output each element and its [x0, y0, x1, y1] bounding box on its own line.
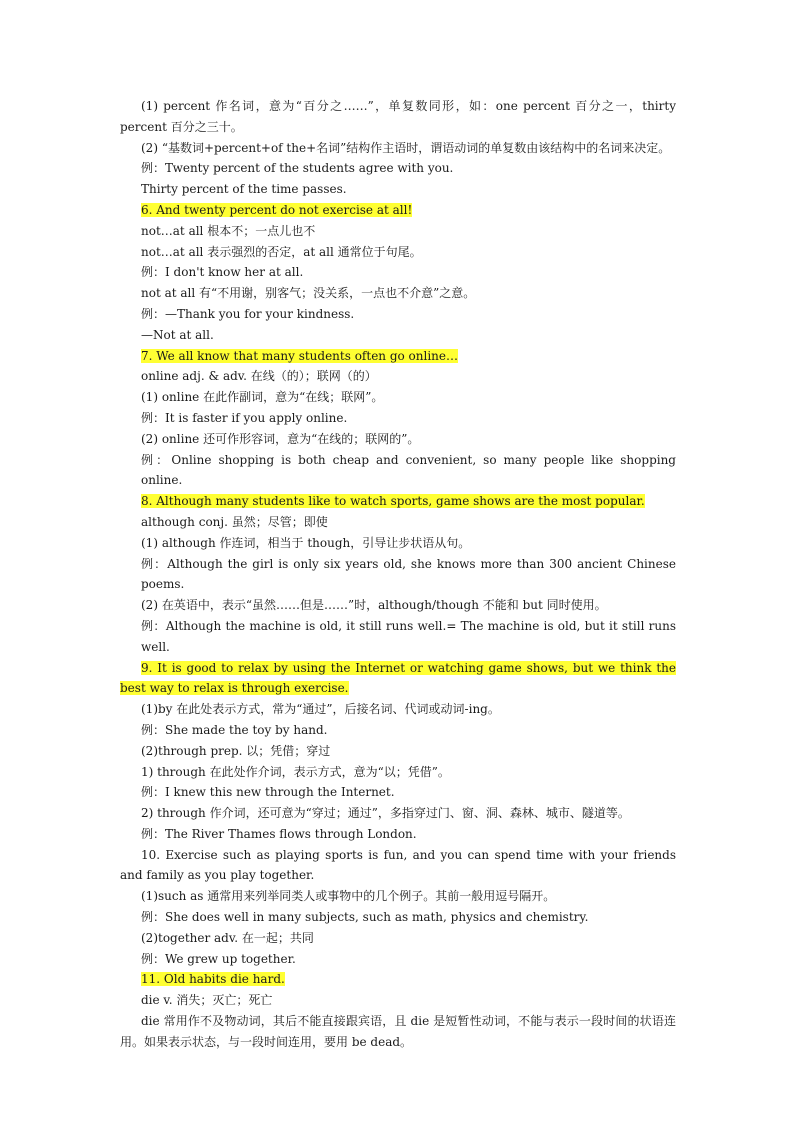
- line-text: 2) through 作介词，还可意为“穿过；通过”，多指穿过门、窗、洞、森林、城市、隧道等。: [141, 806, 630, 821]
- text-line: [120, 325, 676, 346]
- text-line: [120, 366, 676, 387]
- text-line: [120, 283, 676, 304]
- line-text: Thirty percent of the time passes.: [141, 182, 347, 197]
- line-text: 10. Exercise such as playing sports is fun, and you can spend time with your friends and family as you play together.: [120, 847, 676, 883]
- text-line: [120, 221, 676, 242]
- line-text: (1) percent 作名词，意为“百分之……”，单复数同形，如：one percent 百分之一，thirty percent 百分之三十。: [120, 99, 676, 134]
- line-text: 例：We grew up together.: [141, 951, 296, 966]
- line-text: not…at all 根本不；一点儿也不: [141, 223, 316, 238]
- text-line: [120, 1011, 676, 1053]
- highlighted-sentence: [120, 200, 676, 221]
- text-line: [120, 179, 676, 200]
- line-text: 11. Old habits die hard.: [141, 972, 285, 987]
- text-line: [120, 533, 676, 554]
- text-line: [120, 720, 676, 741]
- line-text: 例：Although the girl is only six years old, she knows more than 300 ancient Chinese poems.: [141, 556, 676, 592]
- line-text: (1) although 作连词，相当于 though，引导让步状语从句。: [141, 535, 471, 550]
- text-line: [120, 907, 676, 928]
- text-line: [120, 699, 676, 720]
- line-text: 7. We all know that many students often go online…: [141, 348, 459, 363]
- line-text: die 常用作不及物动词，其后不能直接跟宾语，且 die 是短暂性动词，不能与表示一段时间的状语连用。如果表示状态，与一段时间连用，要用 be dead。: [120, 1014, 676, 1049]
- text-line: [120, 803, 676, 824]
- text-line: [120, 96, 676, 138]
- text-line: [120, 762, 676, 783]
- line-text: (1)by 在此处表示方式，常为“通过”，后接名词、代词或动词-ing。: [141, 702, 500, 717]
- text-line: [120, 886, 676, 907]
- text-line: [120, 158, 676, 179]
- line-text: 例：She made the toy by hand.: [141, 722, 328, 737]
- line-text: (2)through prep. 以；凭借；穿过: [141, 743, 331, 758]
- text-line: [120, 262, 676, 283]
- line-text: —Not at all.: [141, 327, 214, 342]
- text-line: [120, 845, 676, 887]
- line-text: (2) “基数词+percent+of the+名词”结构作主语时，谓语动词的单复数由该结构中的名词来决定。: [141, 140, 671, 155]
- text-line: [120, 450, 676, 492]
- line-text: 例：She does well in many subjects, such as math, physics and chemistry.: [141, 910, 589, 925]
- text-line: [120, 782, 676, 803]
- text-line: [120, 408, 676, 429]
- line-text: 例：Twenty percent of the students agree with you.: [141, 161, 454, 176]
- text-line: [120, 387, 676, 408]
- text-line: [120, 242, 676, 263]
- text-line: [120, 928, 676, 949]
- line-text: (2) 在英语中，表示“虽然……但是……”时，although/though 不能和 but 同时使用。: [141, 598, 607, 613]
- line-text: 例：Although the machine is old, it still runs well.= The machine is old, but it still runs well.: [141, 618, 676, 654]
- text-line: [120, 138, 676, 159]
- line-text: (1) online 在此作副词，意为“在线；联网”。: [141, 390, 384, 405]
- highlighted-sentence: [120, 491, 676, 512]
- highlighted-sentence: [120, 346, 676, 367]
- line-text: although conj. 虽然；尽管；即使: [141, 514, 328, 529]
- document-body: [120, 96, 676, 1053]
- text-line: [120, 595, 676, 616]
- line-text: (2) online 还可作形容词，意为“在线的；联网的”。: [141, 431, 420, 446]
- text-line: [120, 616, 676, 658]
- line-text: (2)together adv. 在一起；共同: [141, 930, 314, 945]
- line-text: 例：Online shopping is both cheap and convenient, so many people like shopping online.: [141, 452, 676, 488]
- line-text: (1)such as 通常用来列举同类人或事物中的几个例子。其前一般用逗号隔开。: [141, 889, 556, 904]
- line-text: die v. 消失；灭亡；死亡: [141, 993, 273, 1008]
- line-text: 例：I don't know her at all.: [141, 265, 304, 280]
- line-text: online adj. & adv. 在线（的）；联网（的）: [141, 369, 377, 384]
- line-text: 8. Although many students like to watch sports, game shows are the most popular.: [141, 494, 645, 509]
- line-text: 例：It is faster if you apply online.: [141, 410, 348, 425]
- text-line: [120, 512, 676, 533]
- line-text: not…at all 表示强烈的否定，at all 通常位于句尾。: [141, 244, 422, 259]
- line-text: not at all 有“不用谢，别客气；没关系，一点也不介意”之意。: [141, 286, 476, 301]
- highlighted-sentence: [120, 658, 676, 700]
- highlighted-sentence: [120, 969, 676, 990]
- text-line: [120, 554, 676, 596]
- text-line: [120, 990, 676, 1011]
- text-line: [120, 741, 676, 762]
- line-text: 9. It is good to relax by using the Internet or watching game shows, but we think the best way to relax is through exercise.: [120, 660, 676, 696]
- text-line: [120, 429, 676, 450]
- line-text: 1) through 在此处作介词，表示方式，意为“以；凭借”。: [141, 764, 450, 779]
- line-text: 6. And twenty percent do not exercise at all!: [141, 202, 413, 217]
- text-line: [120, 824, 676, 845]
- line-text: 例：—Thank you for your kindness.: [141, 306, 355, 321]
- line-text: 例：The River Thames flows through London.: [141, 826, 417, 841]
- text-line: [120, 304, 676, 325]
- text-line: [120, 949, 676, 970]
- line-text: 例：I knew this new through the Internet.: [141, 785, 395, 800]
